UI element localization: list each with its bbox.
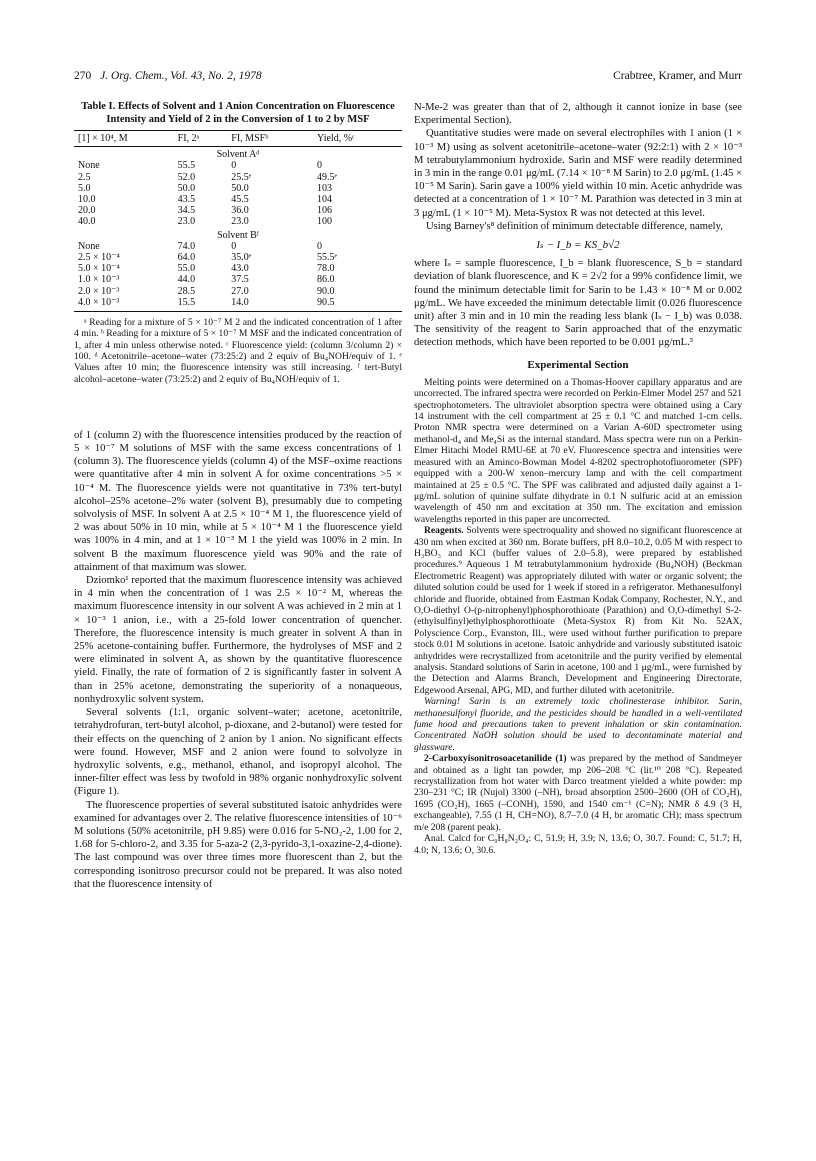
analysis-paragraph: Anal. Calcd for C₉H₈N₂O₄: C, 51.9; H, 3.9; N, 13.6; O, 30.7. Found: C, 51.7; H, 4.0; N, 13.6; O, 30.6.	[414, 833, 742, 856]
table-row: 1.0 × 10⁻³ 44.0 37.5 86.0	[78, 274, 335, 286]
page-number: 270	[74, 70, 92, 82]
table-row: 5.0 50.0 50.0 103	[78, 182, 333, 194]
journal-citation: J. Org. Chem., Vol. 43, No. 2, 1978	[100, 70, 262, 82]
column-header: FI, MSFᵇ	[229, 131, 315, 147]
experimental-paragraph: Melting points were determined on a Thomas-Hoover capillary apparatus and are uncorrected. The infrared spectra were recorded on Perkin-Elmer Model 257 and 521 spectrophotometers. The ultraviolet absorption spectra were obtained using a Cary 14 instrument with the cell compartment at 25 ± 0.1 °C and matched 1-cm cells. Proton NMR spectra were determined on a Varian A-60D spectrometer using methanol-d₄ and Me₄Si as the internal standard. Mass spectra were run on a Perkin-Elmer Hitachi Model RMU-6E at 70 eV. Fluorescence spectra and intensities were measured with an Aminco-Bowman Model 4-8202 spectrophotofluorometer (SPF) equipped with a 200-W xenon–mercury lamp and with the cell compartment maintained at 25 ± 0.5 °C. The SPF was calibrated and adjusted daily against a 1-μg/mL solution of quinine sulfate dihydrate in 0.1 N sulfuric acid at an emission wavelength of 450 nm and excitation at 350 nm. The excitation and emission wavelengths reported in this paper are uncorrected.	[414, 376, 742, 525]
body-paragraph: N-Me-2 was greater than that of 2, although it cannot ionize in base (see Experimental Section).	[414, 102, 742, 127]
right-column	[414, 101, 742, 856]
table-row: None 74.0 0 0	[78, 240, 323, 252]
body-paragraph: Dziomko¹ reported that the maximum fluorescence intensity was achieved in 4 min when the concentration of 1 was 2.5 × 10⁻² M, whereas the maximum fluorescence intensity in our solvent A was achieved in 2 min at 1 × 10⁻³ 1 anion, i.e., with a 25-fold lower concentration of quencher. Therefore, the fluorescence intensity is much greater in solvent A than in 25% acetone-containing buffer. Furthermore, the hydrolyses of MSF and 2 were eliminated in solvent A, as shown by the quantitative fluorescence yield. Finally, the rate of formation of 2 is significantly faster in solvent A than in 25% acetone, demonstrating the superiority of a nonaqueous, nonhydroxylic solvent system.	[74, 575, 402, 705]
equation: Iₛ − I_b = KS_b√2	[536, 239, 620, 252]
body-paragraph: Several solvents (1:1, organic solvent–water; acetone, acetonitrile, tetrahydrofuran, tert-butyl alcohol, p-dioxane, and 2-butanol) were tested for their effects on the quenching of 2 anion by 1 anion. No significant effects were found. However, MSF and 2 anion were found to solvolyze in hydroxylic solvents, e.g., methanol, ethanol, and isopropyl alcohol. The inner-filter effect was less by twofold in 98% organic nonhydroxylic solvent (Figure 1).	[74, 707, 402, 798]
run-in-heading: Reagents.	[424, 525, 464, 537]
table-row: 2.5 × 10⁻⁴ 64.0 35.0ᵉ 55.5ᵉ	[78, 252, 338, 264]
column-header: Yield, %ᶜ	[315, 131, 402, 147]
experimental-section	[414, 377, 742, 856]
table-row: 4.0 × 10⁻³ 15.5 14.0 90.5	[74, 297, 402, 312]
section-heading: Experimental Section	[527, 358, 629, 371]
experimental-paragraph: 2-Carboxyisonitrosoacetanilide (1) was prepared by the method of Sandmeyer and obtained as a light tan powder, mp 206–208 °C (lit.¹⁰ 208 °C). Repeated recrystallization from hot water with Darco treatment yielded a white powder: mp 230–231 °C; IR (Nujol) 3300 (–NH), broad absorption 2500–2600 (OH of CO₂H), 1695 (CO₂H), 1665 (–CONH), 1590, and 1540 cm⁻¹ (C=N); NMR δ 4.9 (3 H, exchangeable), 7.55 (1 H, CH=NO), 8.7–7.0 (4 H, br aromatic CH); mass spectrum m/e 208 (parent peak).	[414, 753, 742, 833]
body-paragraph: The fluorescence properties of several substituted isatoic anhydrides were examined for advantages over 2. The relative fluorescence intensities of 10⁻⁶ M solutions (50% acetonitrile, pH 9.85) were 0.016 for 5-NO₂-2, 1.00 for 2, 1.68 for 5-chloro-2, and 3.35 for 5-aza-2 (2,3-pyrido-3,1-oxazine-2,4-dione). The last compound was over three times more fluorescent than 2, but the corresponding isonitroso precursor could not be prepared. It was also noted that the fluorescence intensity of	[74, 799, 402, 890]
table-row: 5.0 × 10⁻⁴ 55.0 43.0 78.0	[78, 263, 335, 275]
table-row: 2.0 × 10⁻³ 28.5 27.0 90.0	[78, 285, 335, 297]
experimental-paragraph: Reagents. Solvents were spectroquality and showed no significant fluorescence at 430 nm when excited at 360 nm. Borate buffers, pH 8.0–10.2, 0.05 M with respect to H₃BO₃ and KCl (buffer values of 2.0–5.8), were prepared by established procedures.⁹ Aqueous 1 M tetrabutylammonium hydroxide (Bu₄NOH) (Beckman Electrometric Reagent) was appropriately diluted with water or organic solvent; the diluted solution could be used for 1 week if stored in a refrigerator. Methanesulfonyl chloride and fluoride, obtained from Eastman Kodak Company, Rochester, N.Y., and O,O-diethyl O-(p-nitrophenyl)phosphorothioate (Parathion) and O,O-dimethyl S-2-(ethylsulfinyl)ethylphosphorothioate (Meta-Systox R) from Kit No. 52AX, Polyscience Corp., Evanston, Ill., were used without further purification to prepare stock 0.01 M solutions in acetone. Isatoic anhydride and variously substituted isatoic anhydrides were recrystallized from acetonitrile and the purity verified by elemental analysis. Standard solutions of Sarin in acetone, 100 and 1 μg/mL, were furnished by the Detection and Alarms Branch, Development and Engineering Directorate, Edgewood Arsenal, APG, MD, and further diluted with acetonitrile.	[414, 525, 742, 696]
run-in-heading: 2-Carboxyisonitrosoacetanilide (1)	[424, 753, 567, 765]
table-row: 40.0 23.0 23.0 100	[78, 216, 333, 228]
body-paragraph: Using Barney's⁸ definition of minimum detectable difference, namely,	[426, 220, 723, 232]
table-section-label: Solvent Bᶠ	[217, 229, 259, 241]
column-header: FI, 2ᵃ	[176, 131, 230, 147]
column-header: [1] × 10⁴, M	[74, 131, 176, 147]
table-row: 2.5 52.0 25.5ᵉ 49.5ᵉ	[78, 171, 338, 183]
results-table	[74, 130, 402, 312]
body-paragraph: where Iₛ = sample fluorescence, I_b = blank fluorescence, S_b = standard deviation of blank fluorescence, and K = 2√2 for a 99% confidence limit, we found the minimum detectable limit for Sarin to be 1.43 × 10⁻⁸ M or 0.002 μg/mL. We have exceeded the minimum detectable limit (0.026 fluorescence unit) after 3 min and in 10 min the reading less blank (Iₛ − I_b) was 0.038. The sensitivity of the reagent to Sarin approached that of the enzymatic detection methods, which have been reported to be 0.001 μg/mL.³	[414, 258, 742, 349]
table-row: None 55.5 0 0	[78, 160, 323, 172]
table-row: 20.0 34.5 36.0 106	[78, 205, 333, 217]
warning-paragraph: Warning! Sarin is an extremely toxic cholinesterase inhibitor. Sarin, methanesulfonyl fluoride, and the pesticides should be handled in a well-ventilated fume hood and precautions taken to prevent inhalation or skin contamination. Concentrated NaOH solution should be used to decontaminate material and glassware.	[414, 696, 742, 753]
running-authors: Crabtree, Kramer, and Murr	[613, 70, 742, 82]
table-header-row	[74, 131, 402, 147]
table-section-label: Solvent Aᵈ	[216, 149, 260, 161]
table-title: Table I. Effects of Solvent and 1 Anion Concentration on Fluorescence Intensity and Yield of 2 in the Conversion of 1 to 2 by MSF	[81, 101, 395, 125]
left-column	[74, 101, 402, 891]
table-footnotes: ᵃ Reading for a mixture of 5 × 10⁻⁷ M 2 and the indicated concentration of 1 after 4 min. ᵇ Reading for a mixture of 5 × 10⁻⁷ M MSF and the indicated concentration of 1, after 4 min unless otherwise noted. ᶜ Fluorescence yield: (column 3/column 2) × 100. ᵈ Acetonitrile–acetone–water (73:25:2) and 2 equiv of Bu₄NOH/equiv of 1. ᵉ Values after 10 min; the fluorescence intensity was still increasing. ᶠ tert-Butyl alcohol–acetone–water (73:25:2) and 2 equiv of Bu₄NOH/equiv of 1.	[74, 317, 402, 385]
table-row: 10.0 43.5 45.5 104	[78, 194, 333, 206]
body-paragraph: Quantitative studies were made on several electrophiles with 1 anion (1 × 10⁻³ M) using as solvent acetonitrile–acetone–water (92:2:1) with 2 × 10⁻³ M tetrabutylammonium hydroxide. Sarin and MSF were readily determined in 3 min in the range 0.01 μg/mL (7.14 × 10⁻⁸ M Sarin) to 2.0 μg/mL (1.45 × 10⁻⁵ M Sarin). Sarin gave a 100% yield within 10 min. Acetic anhydride was detected at a concentration of 1 × 10⁻⁷ M. Parathion was detected in 3 min at 3 μg/mL (1 × 10⁻⁵ M). Meta-Systox R was not detected at this level.	[414, 128, 742, 219]
running-header	[74, 70, 742, 86]
body-paragraph: of 1 (column 2) with the fluorescence intensities produced by the reaction of 5 × 10⁻⁷ M solutions of MSF with the same excess concentrations of 1 (column 3). The fluorescence yields (column 4) of the MSF–oxime reactions were quantitative after 4 min in solvent A for oxime concentrations >5 × 10⁻⁴ M. The fluorescence yields were not quantitative in 73% tert-butyl alcohol–25% acetone–2% water (solvent B), presumably due to competing solvolysis of MSF. In solvent A at 2.5 × 10⁻⁴ M 1, the fluorescence yield of 2 was about 50% in 10 min, while at 5 × 10⁻⁴ M 1 the fluorescence yield was 100% in 4 min, and at 1 × 10⁻³ M 1 the yield was 100% in 2 min. In solvent B the maximum fluorescence yield was 90% and the rate of attainment of that maximum was slower.	[74, 429, 402, 573]
